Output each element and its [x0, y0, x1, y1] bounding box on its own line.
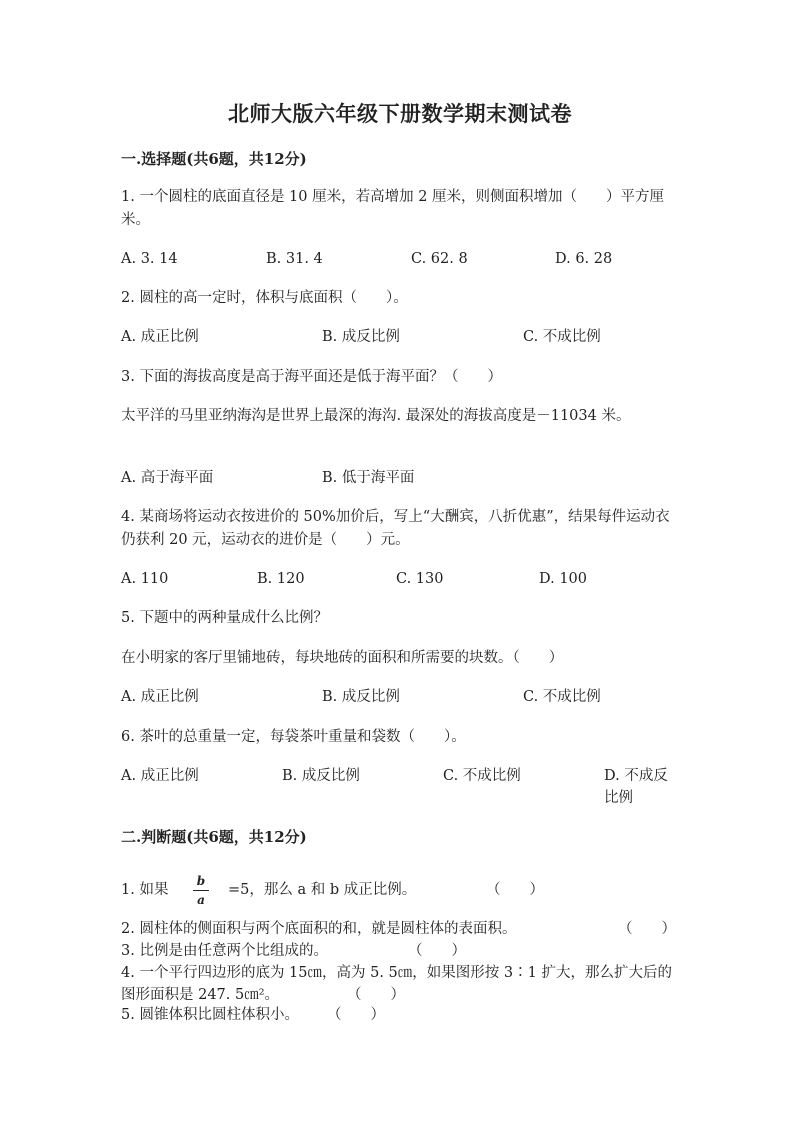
q2-option-b: B. 成反比例	[322, 329, 400, 345]
judgement-4	[121, 962, 681, 1006]
judgement-2: 2. 圆柱体的侧面积与两个底面积的和，就是圆柱体的表面积。	[121, 921, 517, 937]
question-2: 2. 圆柱的高一定时，体积与底面积（ ）。	[121, 290, 408, 306]
judgement-5: 5. 圆锥体积比圆柱体积小。	[121, 1007, 299, 1023]
question-3: 3. 下面的海拔高度是高于海平面还是低于海平面？（ ）	[121, 369, 502, 385]
q6-option-a: A. 成正比例	[121, 768, 199, 784]
q4-option-d: D. 100	[539, 571, 588, 587]
section-heading-judgement: 二.判断题(共6题，共12分)	[121, 828, 307, 846]
judgement-2-blank: （ ）	[618, 921, 676, 937]
judgement-5-blank: （ ）	[327, 1007, 385, 1023]
fraction-denominator: a	[197, 893, 205, 907]
fraction-numerator: b	[196, 874, 206, 888]
judgement-4-text: 4. 一个平行四边形的底为 15㎝，高为 5. 5㎝，如果图形按 3∶1 扩大，那么扩大后的图形面积是 247. 5㎝²。	[121, 965, 672, 1003]
question-4: 4. 某商场将运动衣按进价的 50%加价后，写上“大酬宾，八折优惠”，结果每件运动衣仍获利 20 元，运动衣的进价是（ ）元。	[121, 509, 670, 548]
question-6: 6. 茶叶的总重量一定，每袋茶叶重量和袋数（ ）。	[121, 729, 466, 745]
q4-option-c: C. 130	[396, 571, 444, 587]
q5-option-a: A. 成正比例	[121, 689, 199, 705]
question-5: 5. 下题中的两种量成什么比例？	[121, 610, 328, 626]
judgement-3: 3. 比例是由任意两个比组成的。	[121, 943, 328, 959]
q2-option-a: A. 成正比例	[121, 329, 199, 345]
judgement-1-suffix: =5，那么 a 和 b 成正比例。	[228, 882, 417, 898]
fraction-bar	[193, 890, 209, 891]
q4-option-b: B. 120	[257, 571, 305, 587]
q3-option-b: B. 低于海平面	[322, 470, 415, 486]
q3-option-a: A. 高于海平面	[121, 470, 214, 486]
judgement-4-blank: （ ）	[347, 987, 406, 1003]
fraction-b-over-a	[193, 873, 209, 908]
question-1: 1. 一个圆柱的底面直径是 10 厘米，若高增加 2 厘米，则侧面积增加（ ）平方厘米。	[121, 189, 665, 228]
section-heading-choice: 一.选择题(共6题，共12分)	[121, 150, 307, 168]
q5-option-c: C. 不成比例	[523, 689, 601, 705]
q1-option-b: B. 31. 4	[266, 251, 323, 267]
q6-option-b: B. 成反比例	[282, 768, 360, 784]
judgement-1-prefix: 1. 如果	[121, 882, 169, 898]
q6-option-c: C. 不成比例	[443, 768, 521, 784]
judgement-1-blank: （ ）	[486, 882, 544, 898]
judgement-3-blank: （ ）	[408, 943, 466, 959]
q2-option-c: C. 不成比例	[523, 329, 601, 345]
q1-option-c: C. 62. 8	[411, 251, 468, 267]
q1-option-a: A. 3. 14	[121, 251, 178, 267]
q6-option-d: D. 不成反比例	[604, 768, 668, 806]
question-3-context: 太平洋的马里亚纳海沟是世界上最深的海沟. 最深处的海拔高度是－11034 米。	[121, 408, 631, 424]
q1-option-d: D. 6. 28	[555, 251, 613, 267]
page-title: 北师大版六年级下册数学期末测试卷	[228, 101, 572, 126]
question-5-context: 在小明家的客厅里铺地砖，每块地砖的面积和所需要的块数。（ ）	[121, 650, 564, 666]
q4-option-a: A. 110	[121, 571, 169, 587]
q5-option-b: B. 成反比例	[322, 689, 400, 705]
